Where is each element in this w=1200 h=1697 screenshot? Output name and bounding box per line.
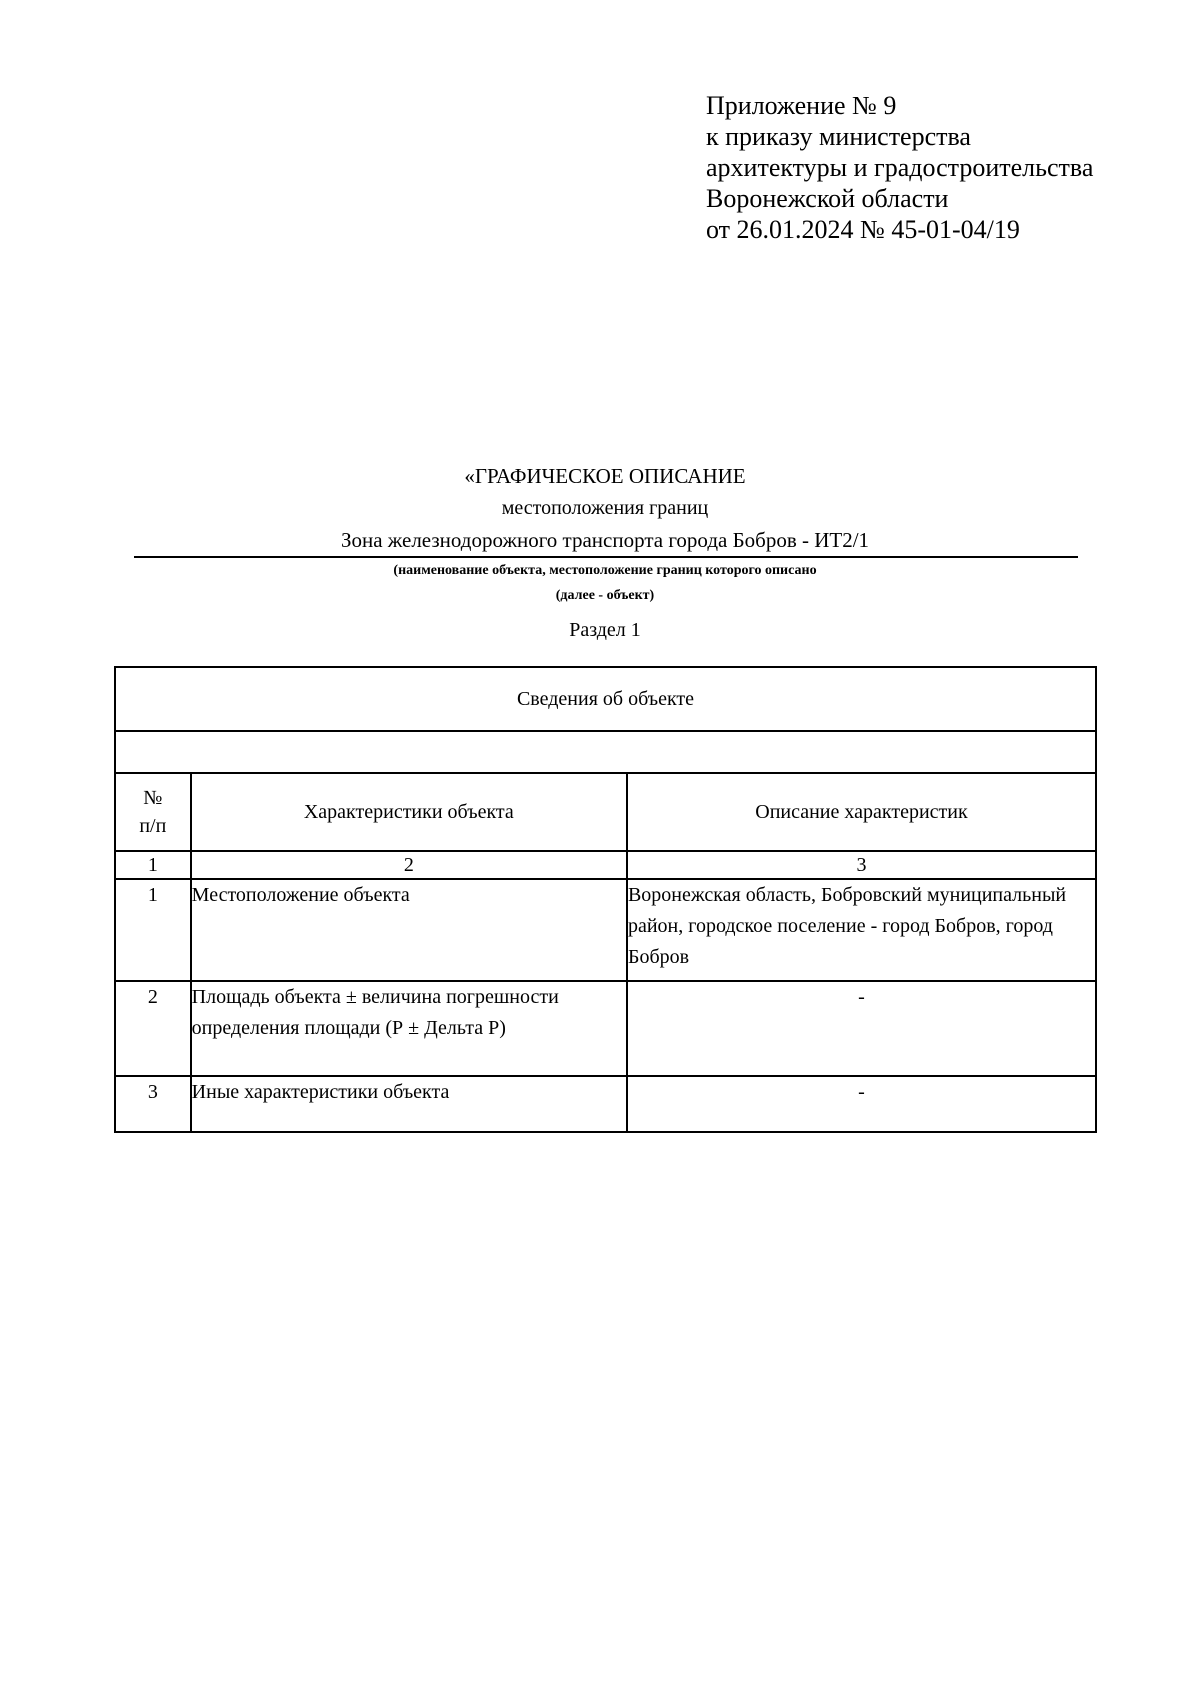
table-row — [115, 879, 1096, 981]
appendix-line-date: от 26.01.2024 № 45-01-04/19 — [706, 215, 1020, 244]
index-cell-2: 2 — [191, 851, 627, 879]
table-index-row — [115, 851, 1096, 879]
header-num — [115, 773, 191, 851]
table-caption-row — [115, 667, 1096, 731]
table-row — [115, 981, 1096, 1076]
row-characteristic: Местоположение объекта — [191, 879, 627, 981]
row-characteristic: Иные характеристики объекта — [191, 1076, 627, 1132]
object-name-note-line-1: (наименование объекта, местоположение границ которого описано — [393, 563, 817, 578]
header-characteristics: Характеристики объекта — [191, 773, 627, 851]
document-subtitle: местоположения границ — [501, 497, 709, 519]
table-blank-row — [115, 731, 1096, 773]
table-header-row — [115, 773, 1096, 851]
header-description: Описание характеристик — [627, 773, 1096, 851]
appendix-line-order: к приказу министерства — [706, 122, 971, 151]
row-characteristic: Площадь объекта ± величина погрешности определения площади (Р ± Дельта Р) — [191, 981, 627, 1076]
header-num-line-2: п/п — [139, 815, 167, 837]
row-num: 3 — [115, 1076, 191, 1132]
row-description: - — [627, 1076, 1096, 1132]
row-num: 1 — [115, 879, 191, 981]
header-num-line-1: № — [143, 787, 163, 809]
appendix-line-ministry: архитектуры и градостроительства — [706, 153, 1094, 182]
table-caption: Сведения об объекте — [115, 667, 1096, 731]
appendix-line-region: Воронежской области — [706, 184, 949, 213]
index-cell-1: 1 — [115, 851, 191, 879]
table-row — [115, 1076, 1096, 1132]
section-label: Раздел 1 — [569, 619, 641, 641]
document-title-block — [130, 460, 1080, 644]
appendix-line-number: Приложение № 9 — [706, 91, 897, 120]
row-description: Воронежская область, Бобровский муниципальный район, городское поселение - город Бобров, город Бобров — [627, 879, 1096, 981]
object-info-table — [114, 666, 1097, 1133]
document-title: «ГРАФИЧЕСКОЕ ОПИСАНИЕ — [464, 464, 746, 488]
table-blank-cell — [115, 731, 1096, 773]
index-cell-3: 3 — [627, 851, 1096, 879]
appendix-header — [706, 90, 1093, 245]
row-description: - — [627, 981, 1096, 1076]
row-num: 2 — [115, 981, 191, 1076]
object-name: Зона железнодорожного транспорта города Бобров - ИТ2/1 — [340, 528, 870, 552]
object-name-note-line-2: (далее - объект) — [555, 588, 655, 603]
